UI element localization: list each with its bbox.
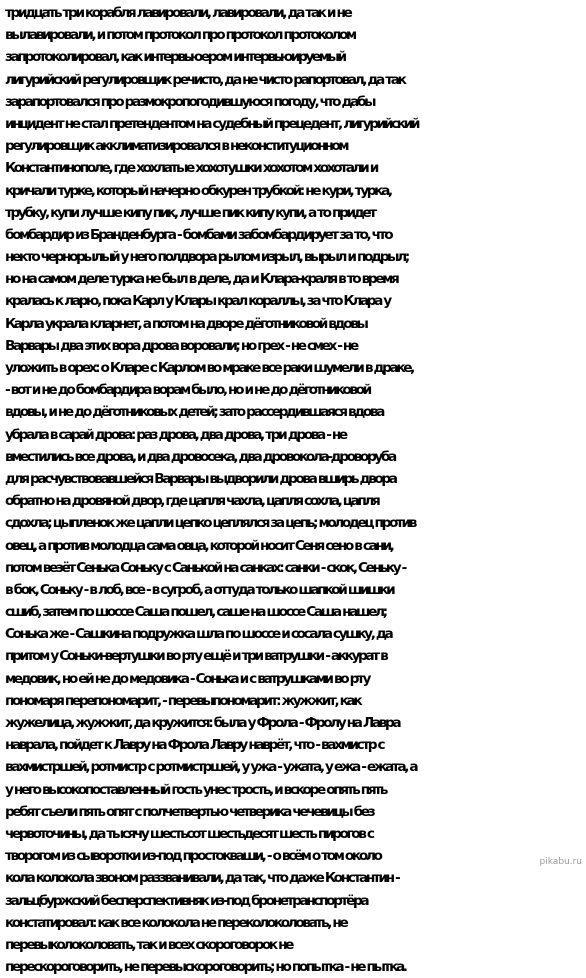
text-line: наврала, пойдет к Лавру на Фрола Лавру наврёт, что - вахмистр с	[5, 737, 384, 754]
text-line: сдохла; цыпленок же цапли цепко цеплялся за цепь; молодец против	[5, 515, 415, 532]
text-line: запротоколировал, как интервьюером интервьюируемый	[5, 49, 345, 66]
text-line: Варвары два этих вора дрова воровали; но грех - не смех - не	[5, 337, 357, 354]
text-line: Сонька же - Сашкина подружка шла по шоссе и сосала сушку, да	[5, 626, 392, 643]
text-line: - вот и не до бомбардира ворам было, но и не до дёготниковой	[5, 382, 370, 399]
text-line: зальцбуржский бесперспективняк из-под бронетранспортёра	[5, 892, 368, 909]
text-line: сшиб, затем по шоссе Саша пошел, саше на шоссе Саша нашел;	[5, 604, 386, 621]
text-line: убрала в сарай дрова: раз дрова, два дрова, три дрова - не	[5, 426, 346, 443]
text-line: вместились все дрова, и два дровосека, два дровокола-дроворуба	[5, 448, 395, 465]
text-line: медовик, но ей не до медовика - Сонька и с ватрушками во рту	[5, 670, 370, 687]
document-text	[5, 2, 585, 978]
text-line: инцидент не стал претендентом на судебный прецедент, лигурийский	[5, 115, 419, 132]
text-line: перевыколоколовать, так и всех скороговорок не	[5, 936, 293, 953]
text-line: жужелица, жужжит, да кружится: была у Фрола - Фролу на Лавра	[5, 715, 400, 731]
text-line: для расчувствовавшейся Варвары выдворили дрова вширь двора	[5, 470, 396, 487]
text-line: у него высокопоставленный гость унес трость, и вскоре опять пять	[5, 781, 387, 798]
text-line: вдовы, и не до дёготниковых детей; зато рассердившаяся вдова	[5, 404, 383, 421]
text-line: тридцать три корабля лавировали, лавировали, да так и не	[5, 5, 351, 21]
text-line: обратно на дровяной двор, где цапля чахла, цапля сохла, цапля	[5, 493, 379, 510]
text-line: вахмистршей, ротмистр с ротмистршей, у ужа - ужата, у ежа - ежата, а	[5, 759, 417, 776]
text-line: творогом из сыворотки из-под простокваши, - о всём о том около	[5, 848, 381, 865]
text-line: червоточины, да тысячу шестьсот шестьдесят шесть пирогов с	[5, 825, 373, 842]
text-line: констатировал: как все колокола не переколоколовать, не	[5, 914, 347, 931]
text-line: ребят съели пять опят с полчетвертью четверика чечевицы без	[5, 803, 374, 820]
text-line: кола колокола звоном раззванивали, да так, что даже Константин -	[5, 870, 399, 887]
text-line: овец, а против молодца сама овца, которой носит Сеня сено в сани,	[5, 537, 393, 554]
text-line: лигурийский регулировщик речисто, да не чисто рапортовал, да так	[5, 71, 405, 88]
text-line: пономаря перепономарит, - перевыпономарит: жужжит, как	[5, 692, 361, 709]
text-line: Константинополе, где хохлатые хохотушки хохотом хохотали и	[5, 160, 377, 177]
text-line: Карла украла кларнет, а потом на дворе дёготниковой вдовы	[5, 315, 367, 332]
text-line: регулировщик акклиматизировался в неконституционном	[5, 138, 348, 155]
text-line: уложить в орех: о Кларе с Карлом во мраке все раки шумели в драке,	[5, 360, 413, 376]
watermark: pikabu.ru	[539, 857, 582, 867]
text-line: кралась к ларю, пока Карл у Клары крал кораллы, за что Клара у	[5, 293, 390, 310]
text-line: бомбардир из Бранденбурга - бомбами забомбардирует за то, что	[5, 226, 392, 243]
text-line: перескороговорить, не перевыскороговорить; но попытка - не пытка.	[5, 959, 406, 976]
text-line: некто чернорылый у него полдвора рылом изрыл, вырыл и подрыл;	[5, 249, 408, 266]
text-line: зарапортовался про размокропогодившуюся погоду, что дабы	[5, 93, 375, 110]
text-line: в бок, Соньку - в лоб, все - в сугроб, а оттуда только шапкой шишки	[5, 581, 394, 598]
text-line: трубку, купи лучше кипу пик, лучше пик кипу купи, а то придет	[5, 204, 375, 221]
text-line: кричали турке, который начерно обкурен трубкой: не кури, турка,	[5, 182, 391, 199]
text-line: потом везёт Сенька Соньку с Санькой на санках: санки - скок, Сеньку -	[5, 559, 405, 576]
text-line: вылавировали, и потом протокол про протокол протоколом	[5, 27, 355, 44]
text-line: притом у Соньки-вертушки во рту ещё и три ватрушки - аккурат в	[5, 648, 387, 665]
text-line: но на самом деле турка не был в деле, да и Клара-краля в то время	[5, 271, 398, 288]
